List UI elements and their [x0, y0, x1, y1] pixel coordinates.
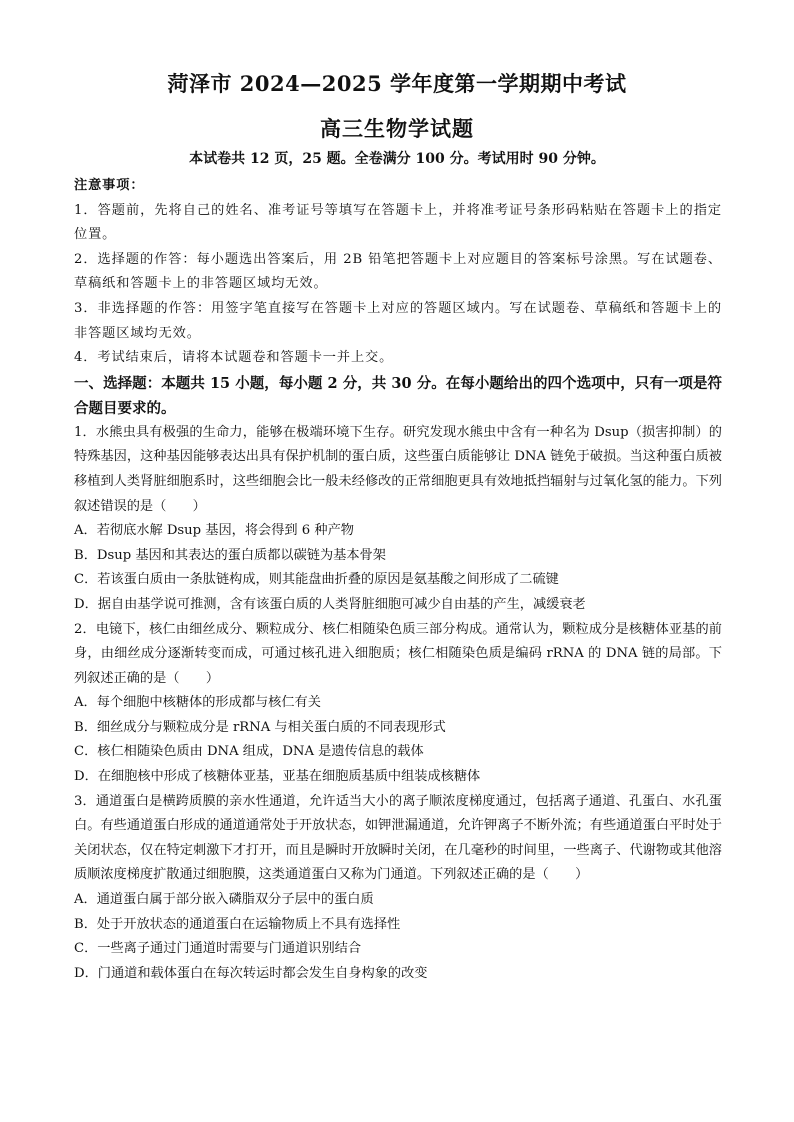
- option-c: C．一些离子通过门通道时需要与门通道识别结合: [74, 941, 362, 957]
- option-d: D．据自由基学说可推测，含有该蛋白质的人类肾脏细胞可减少自由基的产生，减缓衰老: [74, 596, 586, 612]
- question-stem: 3．通道蛋白是横跨质膜的亲水性通道，允许适当大小的离子顺浓度梯度通过，包括离子通道、孔蛋白、水孔蛋白。有些通道蛋白形成的通道通常处于开放状态，如钾泄漏通道，允许钾离子不断外流；有些通道蛋白平时处于关闭状态，仅在特定刺激下才打开，而且是瞬时开放瞬时关闭，在几毫秒的时间里，一些离子、代谢物或其他溶质顺浓度梯度扩散通过细胞膜，这类通道蛋白又称为门通道。下列叙述正确的是（ ）: [74, 793, 722, 883]
- option-c: C．核仁相随染色质由 DNA 组成，DNA 是遗传信息的载体: [74, 744, 424, 760]
- option-a: A．若彻底水解 Dsup 基因，将会得到 6 种产物: [74, 523, 354, 539]
- option-b: B．细丝成分与颗粒成分是 rRNA 与相关蛋白质的不同表现形式: [74, 719, 446, 735]
- question-stem: 2．电镜下，核仁由细丝成分、颗粒成分、核仁相随染色质三部分构成。通常认为，颗粒成分是核糖体亚基的前身，由细丝成分逐渐转变而成，可通过核孔进入细胞质；核仁相随染色质是编码 rRNA 的 DNA 链的局部。下列叙述正确的是（ ）: [74, 621, 722, 686]
- option-b: B．Dsup 基因和其表达的蛋白质都以碳链为基本骨架: [74, 547, 386, 563]
- question-stem: 1．水熊虫具有极强的生命力，能够在极端环境下生存。研究发现水熊虫中含有一种名为 Dsup（损害抑制）的特殊基因，这种基因能够表达出具有保护机制的蛋白质，这些蛋白质能够让 DNA 链免于破损。当这种蛋白质被移植到人类肾脏细胞系时，这些细胞会比一般未经修改的正常细胞更具有效地抵挡辐射与过氧化氢的能力。下列叙述错误的是（ ）: [74, 424, 722, 514]
- exam-body: [74, 174, 722, 986]
- notice-heading: 注意事项：: [74, 178, 145, 193]
- option-a: A．每个细胞中核糖体的形成都与核仁有关: [74, 695, 321, 711]
- notice-item: 3．非选择题的作答：用签字笔直接写在答题卡上对应的答题区域内。写在试题卷、草稿纸和答题卡上的非答题区域均无效。: [74, 300, 722, 341]
- notice-block: [74, 174, 722, 371]
- option-d: D．门通道和载体蛋白在每次转运时都会发生自身构象的改变: [74, 965, 428, 981]
- question-1: [74, 421, 722, 618]
- option-a: A．通道蛋白属于部分嵌入磷脂双分子层中的蛋白质: [74, 892, 374, 908]
- question-2: [74, 618, 722, 790]
- option-c: C．若该蛋白质由一条肽链构成，则其能盘曲折叠的原因是氨基酸之间形成了二硫键: [74, 572, 559, 588]
- exam-title: 菏泽市 2024—2025 学年度第一学期期中考试: [167, 71, 627, 96]
- exam-summary: 本试卷共 12 页，25 题。全卷满分 100 分。考试用时 90 分钟。: [189, 151, 605, 167]
- notice-item: 1．答题前，先将自己的姓名、准考证号等填写在答题卡上，并将准考证号条形码粘贴在答题卡上的指定位置。: [74, 202, 722, 243]
- exam-subject: 高三生物学试题: [320, 116, 474, 141]
- option-b: B．处于开放状态的通道蛋白在运输物质上不具有选择性: [74, 916, 401, 932]
- question-3: [74, 790, 722, 987]
- notice-item: 2．选择题的作答：每小题选出答案后，用 2B 铅笔把答题卡上对应题目的答案标号涂黑。写在试题卷、草稿纸和答题卡上的非答题区域均无效。: [74, 251, 722, 292]
- option-d: D．在细胞核中形成了核糖体亚基，亚基在细胞质基质中组装成核糖体: [74, 769, 481, 785]
- section-heading: 一、选择题：本题共 15 小题，每小题 2 分，共 30 分。在每小题给出的四个选项中，只有一项是符合题目要求的。: [74, 374, 722, 417]
- notice-item: 4．考试结束后，请将本试题卷和答题卡一并上交。: [74, 350, 394, 366]
